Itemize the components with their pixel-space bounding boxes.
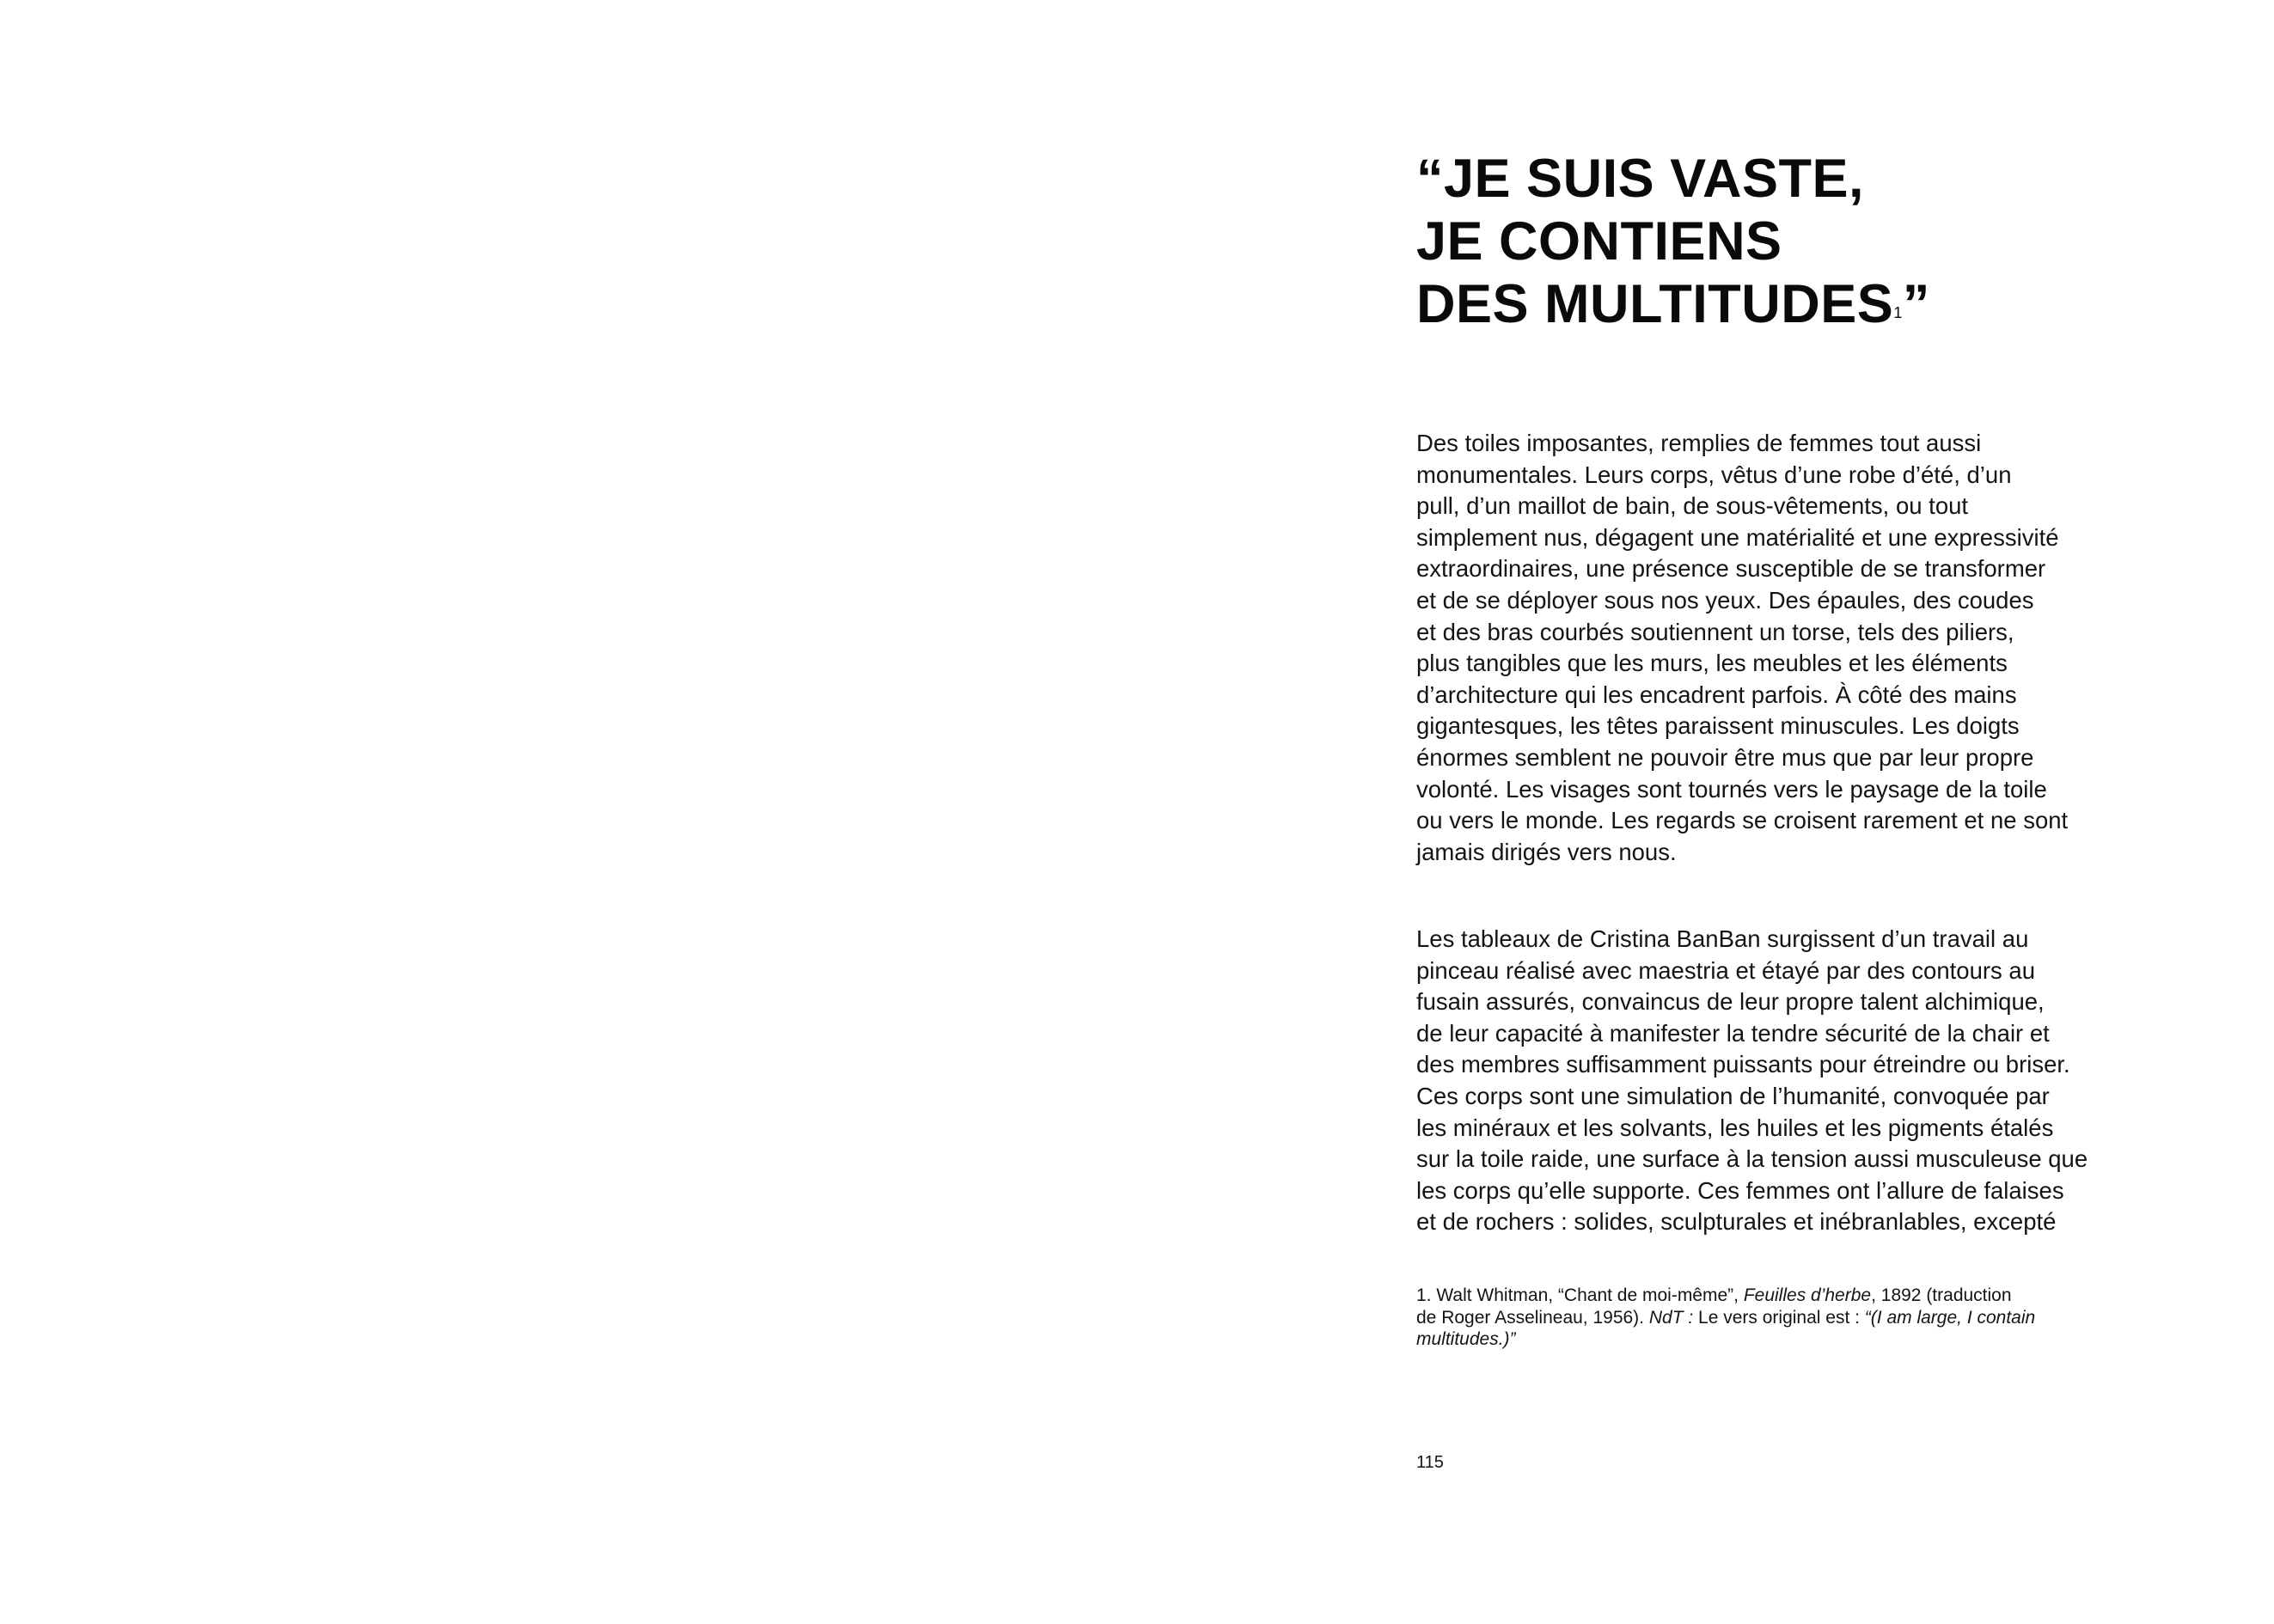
paragraph-1-line: simplement nus, dégagent une matérialité et une expressivité <box>1416 523 2059 551</box>
footnote-line-1 <box>1416 1285 2155 1307</box>
title-line-3 <box>1416 273 2155 336</box>
paragraph-2-line: sur la toile raide, une surface à la tension aussi musculeuse que <box>1416 1145 2088 1173</box>
paragraph-1-line: volonté. Les visages sont tournés vers le paysage de la toile <box>1416 775 2047 803</box>
paragraph-2-line: des membres suffisamment puissants pour étreindre ou briser. <box>1416 1051 2070 1078</box>
paragraph-2-line: Les tableaux de Cristina BanBan surgissent d’un travail au <box>1416 925 2029 952</box>
footnote-text: 1. Walt Whitman, “Chant de moi-même”, <box>1416 1285 1744 1305</box>
right-page <box>1137 0 2274 1624</box>
paragraph-1 <box>1416 428 2155 868</box>
chapter-title <box>1416 148 2155 336</box>
paragraph-2 <box>1416 924 2155 1238</box>
paragraph-2-line: de leur capacité à manifester la tendre sécurité de la chair et <box>1416 1019 2050 1047</box>
title-line-1: “JE SUIS VASTE, <box>1416 149 1864 209</box>
footnote-text: Le vers original est : <box>1693 1307 1865 1328</box>
footnote-text: de Roger Asselineau, 1956). <box>1416 1307 1649 1328</box>
footnote <box>1416 1285 2155 1351</box>
title-line-2: JE CONTIENS <box>1416 211 1782 272</box>
paragraph-1-line: extraordinaires, une présence susceptible de se transformer <box>1416 555 2046 583</box>
paragraph-2-line: les minéraux et les solvants, les huiles et les pigments étalés <box>1416 1114 2054 1141</box>
paragraph-2-line: Ces corps sont une simulation de l’humanité, convoquée par <box>1416 1082 2050 1109</box>
footnote-original-verse-end: multitudes.)” <box>1416 1329 1516 1349</box>
paragraph-1-line: monumentales. Leurs corps, vêtus d’une robe d’été, d’un <box>1416 461 2012 488</box>
paragraph-1-line: jamais dirigés vers nous. <box>1416 838 1677 865</box>
footnote-line-2 <box>1416 1307 2155 1329</box>
paragraph-1-line: pull, d’un maillot de bain, de sous-vêtements, ou tout <box>1416 492 1969 520</box>
page-number: 115 <box>1416 1453 1444 1472</box>
footnote-line-3 <box>1416 1328 2155 1351</box>
paragraph-1-line: gigantesques, les têtes paraissent minuscules. Les doigts <box>1416 712 2020 740</box>
paragraph-1-line: ou vers le monde. Les regards se croisent rarement et ne sont <box>1416 807 2069 834</box>
title-line-3-text: DES MULTITUDES <box>1416 274 1894 334</box>
paragraph-1-line: d’architecture qui les encadrent parfois. À côté des mains <box>1416 681 2017 708</box>
paragraph-1-line: énormes semblent ne pouvoir être mus que par leur propre <box>1416 743 2034 771</box>
title-closing-quote: ” <box>1902 274 1930 334</box>
paragraph-1-line: et de se déployer sous nos yeux. Des épaules, des coudes <box>1416 586 2034 614</box>
paragraph-2-line: pinceau réalisé avec maestria et étayé par des contours au <box>1416 956 2035 984</box>
paragraph-1-line: Des toiles imposantes, remplies de femmes tout aussi <box>1416 430 1982 456</box>
paragraph-2-line: fusain assurés, convaincus de leur propre talent alchimique, <box>1416 988 2045 1016</box>
footnote-book-title: Feuilles d’herbe <box>1743 1285 1872 1305</box>
paragraph-1-line: et des bras courbés soutiennent un torse, tels des piliers, <box>1416 618 2014 645</box>
footnote-original-verse: “(I am large, I contain <box>1864 1307 2036 1328</box>
footnote-ndt: NdT : <box>1648 1307 1694 1328</box>
paragraph-2-line: les corps qu’elle supporte. Ces femmes ont l’allure de falaises <box>1416 1176 2064 1204</box>
paragraph-1-line: plus tangibles que les murs, les meubles et les éléments <box>1416 650 2008 677</box>
footnote-reference[interactable]: 1 <box>1893 304 1903 321</box>
footnote-text: , 1892 (traduction <box>1871 1285 2012 1305</box>
paragraph-2-line: et de rochers : solides, sculpturales et inébranlables, excepté <box>1416 1208 2057 1236</box>
